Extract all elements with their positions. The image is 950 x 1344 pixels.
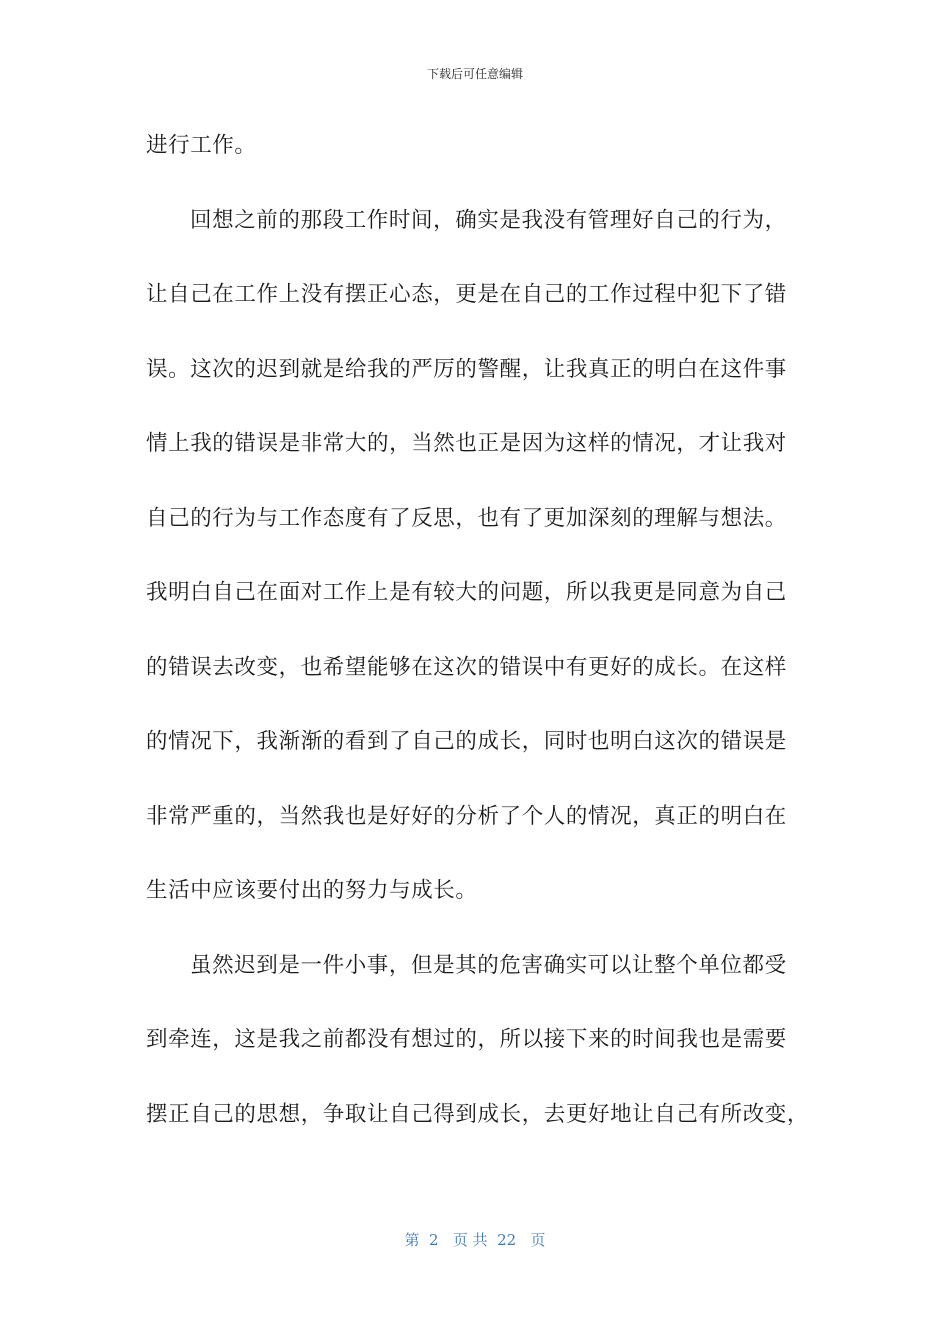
text-line: 误。这次的迟到就是给我的严厉的警醒，让我真正的明白在这件事 [146,356,787,382]
text-line: 进行工作。 [146,133,257,158]
text-line: 的情况下，我渐渐的看到了自己的成长，同时也明白这次的错误是 [146,729,787,754]
text-line: 非常严重的，当然我也是好好的分析了个人的情况，真正的明白在 [146,803,787,829]
text-line: 到牵连，这是我之前都没有想过的，所以接下来的时间我也是需要 [146,1027,787,1052]
text-line: 我明白自己在面对工作上是有较大的问题，所以我更是同意为自己 [146,580,787,605]
text-line: 情上我的错误是非常大的，当然也正是因为这样的情况，才让我对 [146,431,787,456]
text-line: 虽然迟到是一件小事，但是其的危害确实可以让整个单位都受 [190,952,787,978]
text-line: 让自己在工作上没有摆正心态，更是在自己的工作过程中犯下了错 [146,282,787,307]
text-line: 的错误去改变，也希望能够在这次的错误中有更好的成长。在这样 [146,654,787,680]
document-body [146,122,810,1165]
text-line: 回想之前的那段工作时间，确实是我没有管理好自己的行为， [190,207,787,233]
text-line: 自己的行为与工作态度有了反思，也有了更加深刻的理解与想法。 [146,505,787,531]
page-footer-page-number: 第 2 页 共 22 页 [404,1231,546,1249]
text-line: 生活中应该要付出的努力与成长。 [146,878,478,903]
text-line: 摆正自己的思想，争取让自己得到成长，去更好地让自己有所改变， [146,1101,810,1127]
page-header: 下载后可任意编辑 [426,67,523,81]
